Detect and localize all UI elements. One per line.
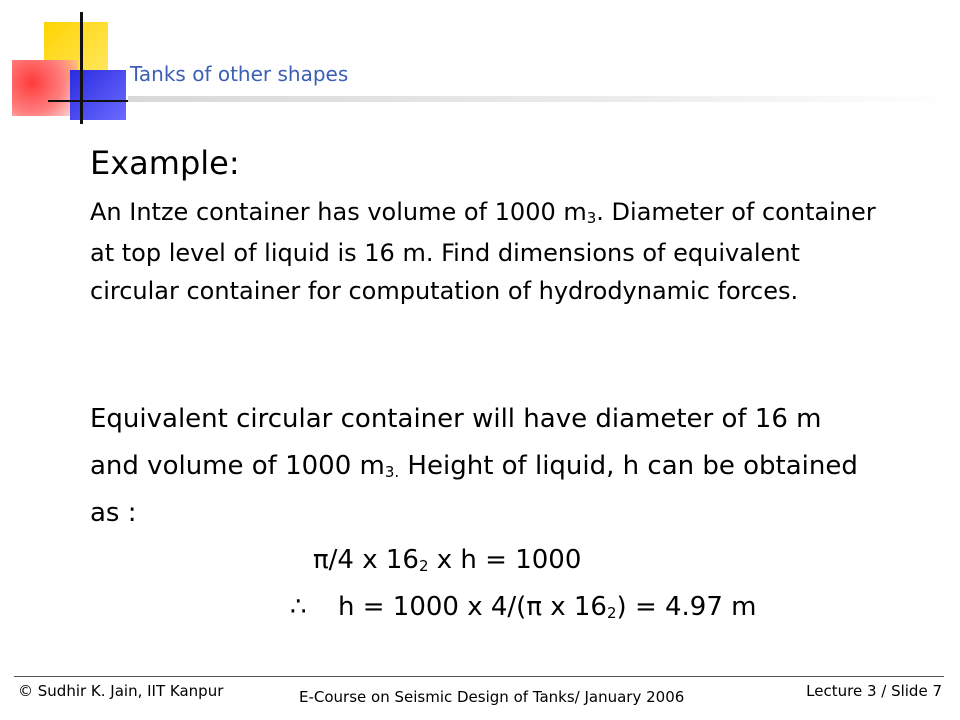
footer-copyright: © Sudhir K. Jain, IIT Kanpur bbox=[18, 682, 224, 700]
solution-line-3: as : bbox=[90, 498, 137, 528]
therefore-symbol: ∴ bbox=[290, 592, 307, 622]
equation-2-exponent: 2 bbox=[606, 604, 617, 622]
problem-statement bbox=[90, 193, 880, 310]
logo-vertical-line bbox=[80, 12, 83, 124]
equation-2-b: ) = 4.97 m bbox=[616, 592, 757, 622]
problem-text-2: . Diameter of container at top level of liquid is 16 m. Find dimensions of equivalent circular container for computation of hydrodynamic forces. bbox=[90, 198, 876, 305]
equation-1-a: π/4 x 16 bbox=[313, 545, 419, 575]
equation-1 bbox=[313, 545, 581, 575]
equation-2 bbox=[290, 592, 756, 622]
logo-blue-square bbox=[70, 70, 126, 120]
example-heading: Example: bbox=[90, 144, 240, 182]
footer-divider bbox=[14, 676, 944, 677]
solution-line-2-exponent: 3. bbox=[384, 463, 400, 481]
problem-text-1: An Intze container has volume of 1000 m bbox=[90, 198, 587, 226]
footer-course-title: E-Course on Seismic Design of Tanks/ January 2006 bbox=[299, 688, 685, 706]
solution-line-1: Equivalent circular container will have diameter of 16 m bbox=[90, 404, 822, 434]
slide-logo bbox=[0, 0, 140, 130]
footer-slide-number: Lecture 3 / Slide 7 bbox=[806, 682, 942, 700]
solution-line-2-a: and volume of 1000 m bbox=[90, 451, 385, 481]
title-underline bbox=[128, 96, 960, 102]
logo-red-square bbox=[12, 60, 78, 116]
slide-title: Tanks of other shapes bbox=[130, 62, 349, 86]
solution-line-2-b: Height of liquid, h can be obtained bbox=[399, 451, 858, 481]
equation-1-exponent: 2 bbox=[418, 557, 429, 575]
equation-2-a: h = 1000 x 4/(π x 16 bbox=[338, 592, 607, 622]
equation-1-b: x h = 1000 bbox=[428, 545, 582, 575]
solution-line-2 bbox=[90, 451, 858, 481]
logo-horizontal-line bbox=[48, 100, 128, 102]
problem-exponent: 3 bbox=[586, 209, 597, 227]
